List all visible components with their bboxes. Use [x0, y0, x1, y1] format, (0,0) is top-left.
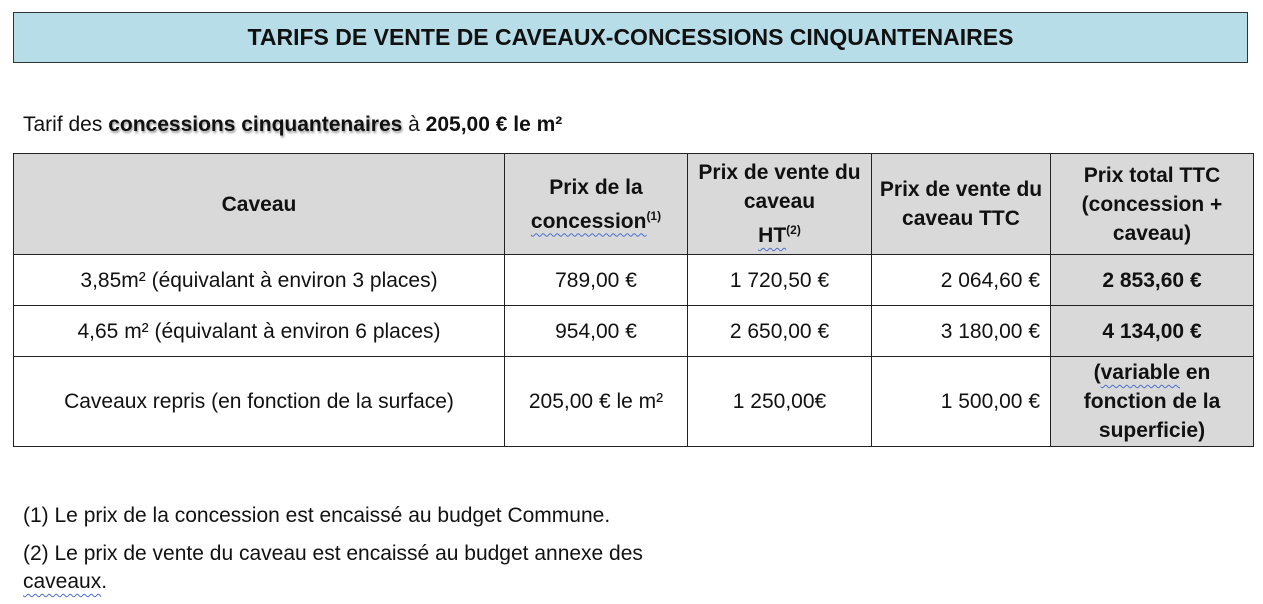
table-row	[14, 255, 1254, 306]
footnote-2-text: caveaux	[23, 570, 102, 593]
intro-price: 205,00 € le m²	[425, 113, 563, 136]
table-row	[14, 357, 1254, 447]
intro-mid: à	[402, 113, 426, 136]
cell-ttc: 1 500,00 €	[872, 357, 1051, 447]
footnote-2-text: .	[101, 570, 108, 593]
cell-caveau: 3,85m² (équivalant à environ 3 places)	[14, 255, 505, 306]
cell-total: 4 134,00 €	[1051, 306, 1254, 357]
intro-text	[23, 113, 562, 137]
header-caveau: Caveau	[14, 154, 505, 255]
header-ht	[688, 154, 872, 255]
page-title: TARIFS DE VENTE DE CAVEAUX-CONCESSIONS CINQUANTENAIRES	[13, 12, 1248, 63]
footnote-2-text: (2) Le prix de vente du caveau est encaissé au budget annexe des	[23, 542, 643, 565]
cell-ht: 2 650,00 €	[688, 306, 872, 357]
table-header-row	[14, 154, 1254, 255]
footnote-2	[23, 540, 643, 596]
cell-concession: 954,00 €	[505, 306, 688, 357]
cell-caveau: Caveaux repris (en fonction de la surface)	[14, 357, 505, 447]
cell-concession: 789,00 €	[505, 255, 688, 306]
cell-caveau: 4,65 m² (équivalant à environ 6 places)	[14, 306, 505, 357]
cell-ttc: 2 064,60 €	[872, 255, 1051, 306]
footnote-ref: (2)	[786, 223, 801, 237]
cell-ttc: 3 180,00 €	[872, 306, 1051, 357]
cell-total: 2 853,60 €	[1051, 255, 1254, 306]
header-total: Prix total TTC (concession + caveau)	[1051, 154, 1254, 255]
header-text: Prix de la	[549, 175, 643, 199]
cell-concession: 205,00 € le m²	[505, 357, 688, 447]
cell-ht: 1 250,00€	[688, 357, 872, 447]
table-row	[14, 306, 1254, 357]
total-text: en fonction de la superficie)	[1083, 361, 1221, 442]
intro-prefix: Tarif des	[23, 113, 109, 136]
header-ttc: Prix de vente du caveau TTC	[872, 154, 1051, 255]
header-text: HT	[758, 224, 787, 247]
footnote-1: (1) Le prix de la concession est encaissé au budget Commune.	[23, 504, 611, 527]
intro-bold: concessions cinquantenaires	[108, 113, 403, 136]
header-concession	[505, 154, 688, 255]
cell-total	[1051, 357, 1254, 447]
tariff-table	[13, 153, 1254, 447]
cell-ht: 1 720,50 €	[688, 255, 872, 306]
header-text: Prix de vente du caveau	[698, 161, 861, 213]
footnote-ref: (1)	[646, 208, 662, 223]
header-text: concession	[530, 209, 647, 233]
total-text: variable	[1100, 361, 1181, 384]
total-text: (	[1093, 361, 1101, 384]
